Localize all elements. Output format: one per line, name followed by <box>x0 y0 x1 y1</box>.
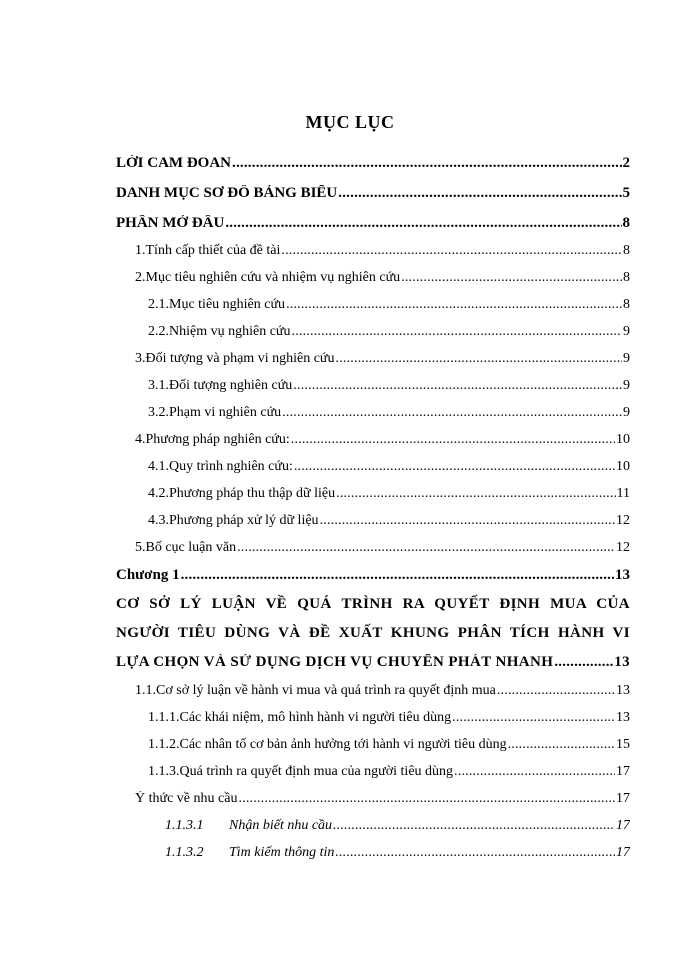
toc-entry-label: 4.1.Quy trình nghiên cứu: <box>148 459 293 474</box>
toc-entry-phan-mo-dau[interactable] <box>116 215 630 232</box>
dot-leader <box>291 432 615 448</box>
dot-leader <box>320 513 615 529</box>
dot-leader <box>336 486 615 502</box>
toc-entry-page: 10 <box>616 459 630 474</box>
toc-entry-label: 5.Bố cục luận văn <box>135 540 237 555</box>
toc-entry-number: 1.1.3.2 <box>165 845 204 860</box>
toc-entry-label: PHẦN MỞ ĐẦU <box>116 215 225 231</box>
toc-entry-page: 17 <box>616 764 630 779</box>
toc-entry-label: 1.1.3.Quá trình ra quyết định mua của người tiêu dùng <box>148 764 454 779</box>
toc-entry-label-wrap <box>165 845 334 861</box>
toc-entry-label: Ý thức về nhu cầu <box>135 791 238 806</box>
dot-leader <box>282 405 622 421</box>
page-title: MỤC LỤC <box>305 112 395 132</box>
toc-entry-label: 3.1.Đối tượng nghiên cứu <box>148 378 293 393</box>
toc-entry[interactable] <box>135 791 630 807</box>
toc-entry[interactable] <box>135 243 630 259</box>
toc-entry-page: 10 <box>616 432 630 447</box>
toc-entry-page: 15 <box>616 737 630 752</box>
toc-entry-page: 8 <box>623 297 630 312</box>
dot-leader <box>401 270 622 286</box>
toc-entry-label: 2.2.Nhiệm vụ nghiên cứu <box>148 324 291 339</box>
toc-entry-label: 2.Mục tiêu nghiên cứu và nhiệm vụ nghiên cứu <box>135 270 401 285</box>
toc-entry-label: DANH MỤC SƠ ĐỒ BẢNG BIỂU <box>116 185 338 201</box>
toc-entry-page: 12 <box>616 513 630 528</box>
dot-leader <box>554 654 613 671</box>
toc-entry[interactable] <box>148 710 630 726</box>
toc-entry-label: Nhận biết nhu cầu <box>229 818 333 833</box>
toc-entry-number: 1.1.3.1 <box>165 818 204 833</box>
chapter-heading-line-2[interactable]: NGƯỜI TIÊU DÙNG VÀ ĐỀ XUẤT KHUNG PHÂN TÍCH HÀNH VI <box>116 625 630 641</box>
dot-leader <box>232 155 622 172</box>
toc-entry-page: 13 <box>616 683 630 698</box>
toc-entry-label-wrap <box>165 818 332 834</box>
dot-leader <box>335 845 615 861</box>
dot-leader <box>293 378 622 394</box>
toc-entry-label: 3.Đối tượng và phạm vi nghiên cứu <box>135 351 335 366</box>
toc-entry-label: 1.Tính cấp thiết của đề tài <box>135 243 281 258</box>
toc-entry-page: 8 <box>622 215 630 231</box>
dot-leader <box>294 459 615 475</box>
dot-leader <box>508 737 615 753</box>
dot-leader <box>286 297 622 313</box>
chapter-heading-line-1[interactable]: CƠ SỞ LÝ LUẬN VỀ QUÁ TRÌNH RA QUYẾT ĐỊNH MUA CỦA <box>116 596 630 612</box>
toc-entry-label: LỰA CHỌN VÀ SỬ DỤNG DỊCH VỤ CHUYỂN PHÁT NHANH <box>116 654 554 670</box>
toc-entry-label: Chương 1 <box>116 567 180 583</box>
toc-entry[interactable] <box>148 486 630 502</box>
dot-leader <box>281 243 622 259</box>
toc-entry[interactable] <box>148 737 630 753</box>
toc-entry-page: 17 <box>616 818 630 833</box>
toc-entry-page: 13 <box>615 567 630 583</box>
toc-entry-label: 1.1.Cơ sở lý luận về hành vi mua và quá trình ra quyết định mua <box>135 683 496 698</box>
toc-entry-page: 9 <box>623 351 630 366</box>
toc-entry-page: 8 <box>623 243 630 258</box>
toc-entry[interactable] <box>148 324 630 340</box>
toc-entry-page: 12 <box>616 540 630 555</box>
toc-entry-label: 4.Phương pháp nghiên cứu: <box>135 432 290 447</box>
toc-entry-page: 13 <box>614 654 630 670</box>
toc-entry[interactable] <box>148 513 630 529</box>
dot-leader <box>238 791 615 807</box>
toc-entry-label: Tìm kiếm thông tin <box>229 845 335 860</box>
chapter-heading-line-3[interactable] <box>116 654 630 671</box>
dot-leader <box>225 215 621 232</box>
toc-entry[interactable] <box>165 845 630 861</box>
toc-entry[interactable] <box>135 351 630 367</box>
toc-entry-page: 11 <box>616 486 630 501</box>
dot-leader <box>338 185 621 202</box>
toc-entry-label: 4.2.Phương pháp thu thập dữ liệu <box>148 486 336 501</box>
dot-leader <box>333 818 615 834</box>
toc-entry[interactable] <box>148 405 630 421</box>
toc-entry[interactable] <box>135 683 630 699</box>
dot-leader <box>454 764 615 780</box>
toc-entry-page: 5 <box>622 185 630 201</box>
toc-entry[interactable] <box>135 540 630 556</box>
dot-leader <box>292 324 622 340</box>
toc-entry-label: 2.1.Mục tiêu nghiên cứu <box>148 297 286 312</box>
toc-entry-chuong-1[interactable] <box>116 567 630 584</box>
toc-entry-page: 9 <box>623 324 630 339</box>
dot-leader <box>336 351 623 367</box>
toc-entry-page: 9 <box>623 405 630 420</box>
toc-entry-page: 8 <box>623 270 630 285</box>
toc-entry[interactable] <box>135 270 630 286</box>
toc-entry[interactable] <box>148 378 630 394</box>
toc-entry-page: 2 <box>622 155 630 171</box>
toc-entry-danh-muc[interactable] <box>116 185 630 202</box>
toc-entry-page: 17 <box>616 845 630 860</box>
dot-leader <box>237 540 615 556</box>
dot-leader <box>497 683 615 699</box>
toc-entry-label: 1.1.1.Các khái niệm, mô hình hành vi người tiêu dùng <box>148 710 452 725</box>
toc-entry-loi-cam-doan[interactable] <box>116 155 630 172</box>
toc-entry-label: 3.2.Phạm vi nghiên cứu <box>148 405 282 420</box>
toc-entry[interactable] <box>148 764 630 780</box>
toc-entry-page: 9 <box>623 378 630 393</box>
toc-entry-label: 4.3.Phương pháp xử lý dữ liệu <box>148 513 319 528</box>
toc-entry-label: 1.1.2.Các nhân tố cơ bản ảnh hưởng tới hành vi người tiêu dùng <box>148 737 507 752</box>
toc-entry[interactable] <box>165 818 630 834</box>
dot-leader <box>181 567 614 584</box>
toc-entry[interactable] <box>148 459 630 475</box>
dot-leader <box>452 710 615 726</box>
toc-entry[interactable] <box>135 432 630 448</box>
toc-entry-page: 17 <box>616 791 630 806</box>
toc-entry[interactable] <box>148 297 630 313</box>
toc-entry-label: LỜI CAM ĐOAN <box>116 155 231 171</box>
toc-entry-page: 13 <box>616 710 630 725</box>
